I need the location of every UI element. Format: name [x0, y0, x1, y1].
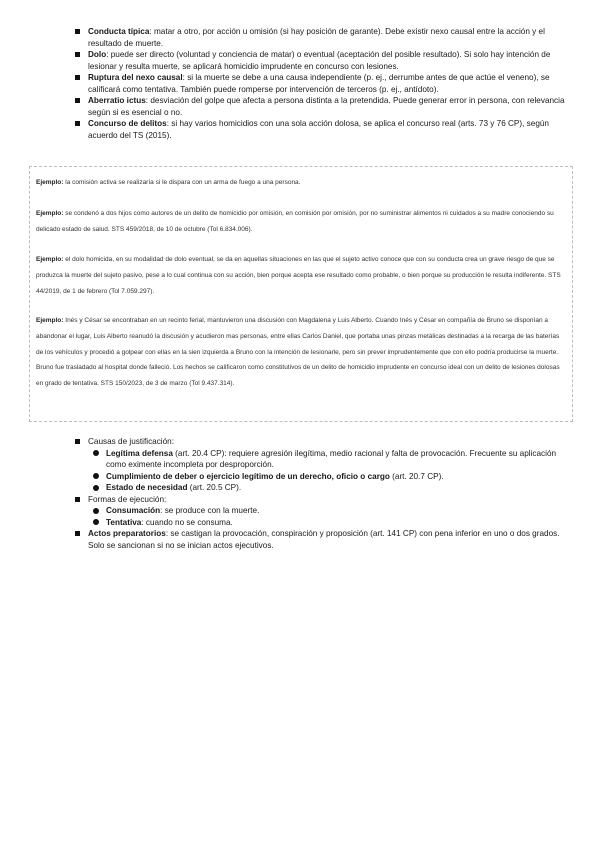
square-bullet-icon	[75, 75, 80, 80]
square-bullet-icon	[75, 98, 80, 103]
round-bullet-icon	[93, 485, 99, 491]
square-bullet-icon	[75, 52, 80, 57]
example-2: Ejemplo: se condenó a dos hijos como autores de un delito de homicidio por omisión, en comisión por omisión, por no suministrar alimentos ni cuidados a su madre conociendo su delicado estado de salud. STS 459/2018, de 10 de octubre (Tol 6.834.006).	[36, 210, 554, 233]
list-item-ejecucion: Formas de ejecución: Consumación: se produce con la muerte. Tentativa: cuando no se consuma.	[70, 494, 575, 529]
list-item-conducta: Conducta típica: matar a otro, por acción u omisión (si hay posición de garante). Debe existir nexo causal entre la acción y el resultado de muerte.	[70, 26, 575, 49]
sub-item-estado-necesidad: Estado de necesidad (art. 20.5 CP).	[88, 482, 575, 494]
square-bullet-icon	[75, 29, 80, 34]
example-1: Ejemplo: la comisión activa se realizaría si le dispara con un arma de fuego a una persona.	[36, 179, 301, 186]
list-item-ruptura: Ruptura del nexo causal: si la muerte se debe a una causa independiente (p. ej., derrumbe antes de que actúe el veneno), se calificará como tentativa. También puede romperse por intervención de terceros (p. ej., antídoto).	[70, 72, 575, 95]
round-bullet-icon	[93, 450, 99, 456]
round-bullet-icon	[93, 519, 99, 525]
square-bullet-icon	[75, 531, 80, 536]
square-bullet-icon	[75, 121, 80, 126]
sub-item-legitima-defensa: Legítima defensa (art. 20.4 CP): requiere agresión ilegítima, medio racional y falta de provocación. Frecuente su aplicación como eximente incompleta por desproporción.	[88, 448, 575, 471]
examples-box	[29, 166, 573, 422]
sub-item-consumacion: Consumación: se produce con la muerte.	[88, 505, 575, 517]
square-bullet-icon	[75, 439, 80, 444]
sub-list-justificacion	[88, 448, 575, 494]
bullet-list-homicidio	[70, 26, 575, 141]
list-item-actos-preparatorios: Actos preparatorios: se castigan la provocación, conspiración y proposición (art. 141 CP) con pena inferior en uno o dos grados. Solo se sancionan si no se inician actos ejecutivos.	[70, 528, 575, 551]
example-4: Ejemplo: Inés y César se encontraban en un recinto ferial, mantuvieron una discusión con Magdalena y Luis Alberto. Cuando Inés y César en compañía de Bruno se disponían a abandonar el lugar, Luis Alberto reanudó la discusión y acudieron mas personas, entre ellas Carlos Daniel, que portaba unas pinzas metálicas destinadas a la recarga de las baterías de los vehículos y procedió a golpear con ellas en la sien izquierda a Bruno con la intención de lesionarle, pero sin prever imprudentemente que con ello podría producirse la muerte. Bruno fue trasladado al hospital donde falleció. Los hechos se calificaron como constitutivos de un delito de homicidio imprudente en concurso ideal con un delito de lesiones dolosas en grado de tentativa. STS 150/2023, de 3 de marzo (Tol 9.437.314).	[36, 317, 560, 388]
round-bullet-icon	[93, 473, 99, 479]
square-bullet-icon	[75, 497, 80, 502]
round-bullet-icon	[93, 508, 99, 514]
list-item-dolo: Dolo: puede ser directo (voluntad y conciencia de matar) o eventual (aceptación del posible resultado). Si solo hay intención de lesionar y resulta muerte, se aplicará homicidio imprudente en concurso con lesiones.	[70, 49, 575, 72]
list-item-aberratio: Aberratio ictus: desviación del golpe que afecta a persona distinta a la pretendida. Puede generar error in persona, con relevancia según si es esencial o no.	[70, 95, 575, 118]
sub-item-tentativa: Tentativa: cuando no se consuma.	[88, 517, 575, 529]
list-item-concurso: Concurso de delitos: si hay varios homicidios con una sola acción dolosa, se aplica el concurso real (arts. 73 y 76 CP), según acuerdo del TS (2015).	[70, 118, 575, 141]
sub-item-cumplimiento-deber: Cumplimiento de deber o ejercicio legítimo de un derecho, oficio o cargo (art. 20.7 CP).	[88, 471, 575, 483]
sub-list-ejecucion	[88, 505, 575, 528]
list-item-justificacion: Causas de justificación: Legítima defensa (art. 20.4 CP): requiere agresión ilegítima, medio racional y falta de provocación. Frecuente su aplicación como eximente incompleta por desproporción. Cumplimiento de deber o ejercicio legítimo de un derecho, oficio o cargo (art. 20.7 CP). Estado de necesidad (art. 20.5 CP).	[70, 436, 575, 494]
bullet-list-causas	[70, 436, 575, 551]
example-3: Ejemplo: el dolo homicida, en su modalidad de dolo eventual, se da en aquellas situaciones en las que el sujeto activo conoce que con su conducta crea un grave riesgo de que se produzca la muerte del sujeto pasivo, pese a lo cual continua con su acción, bien porque acepta ese resultado como probable, o bien porque su producción le resulta indiferente. STS 44/2019, de 1 de febrero (Tol 7.059.297).	[36, 256, 561, 295]
